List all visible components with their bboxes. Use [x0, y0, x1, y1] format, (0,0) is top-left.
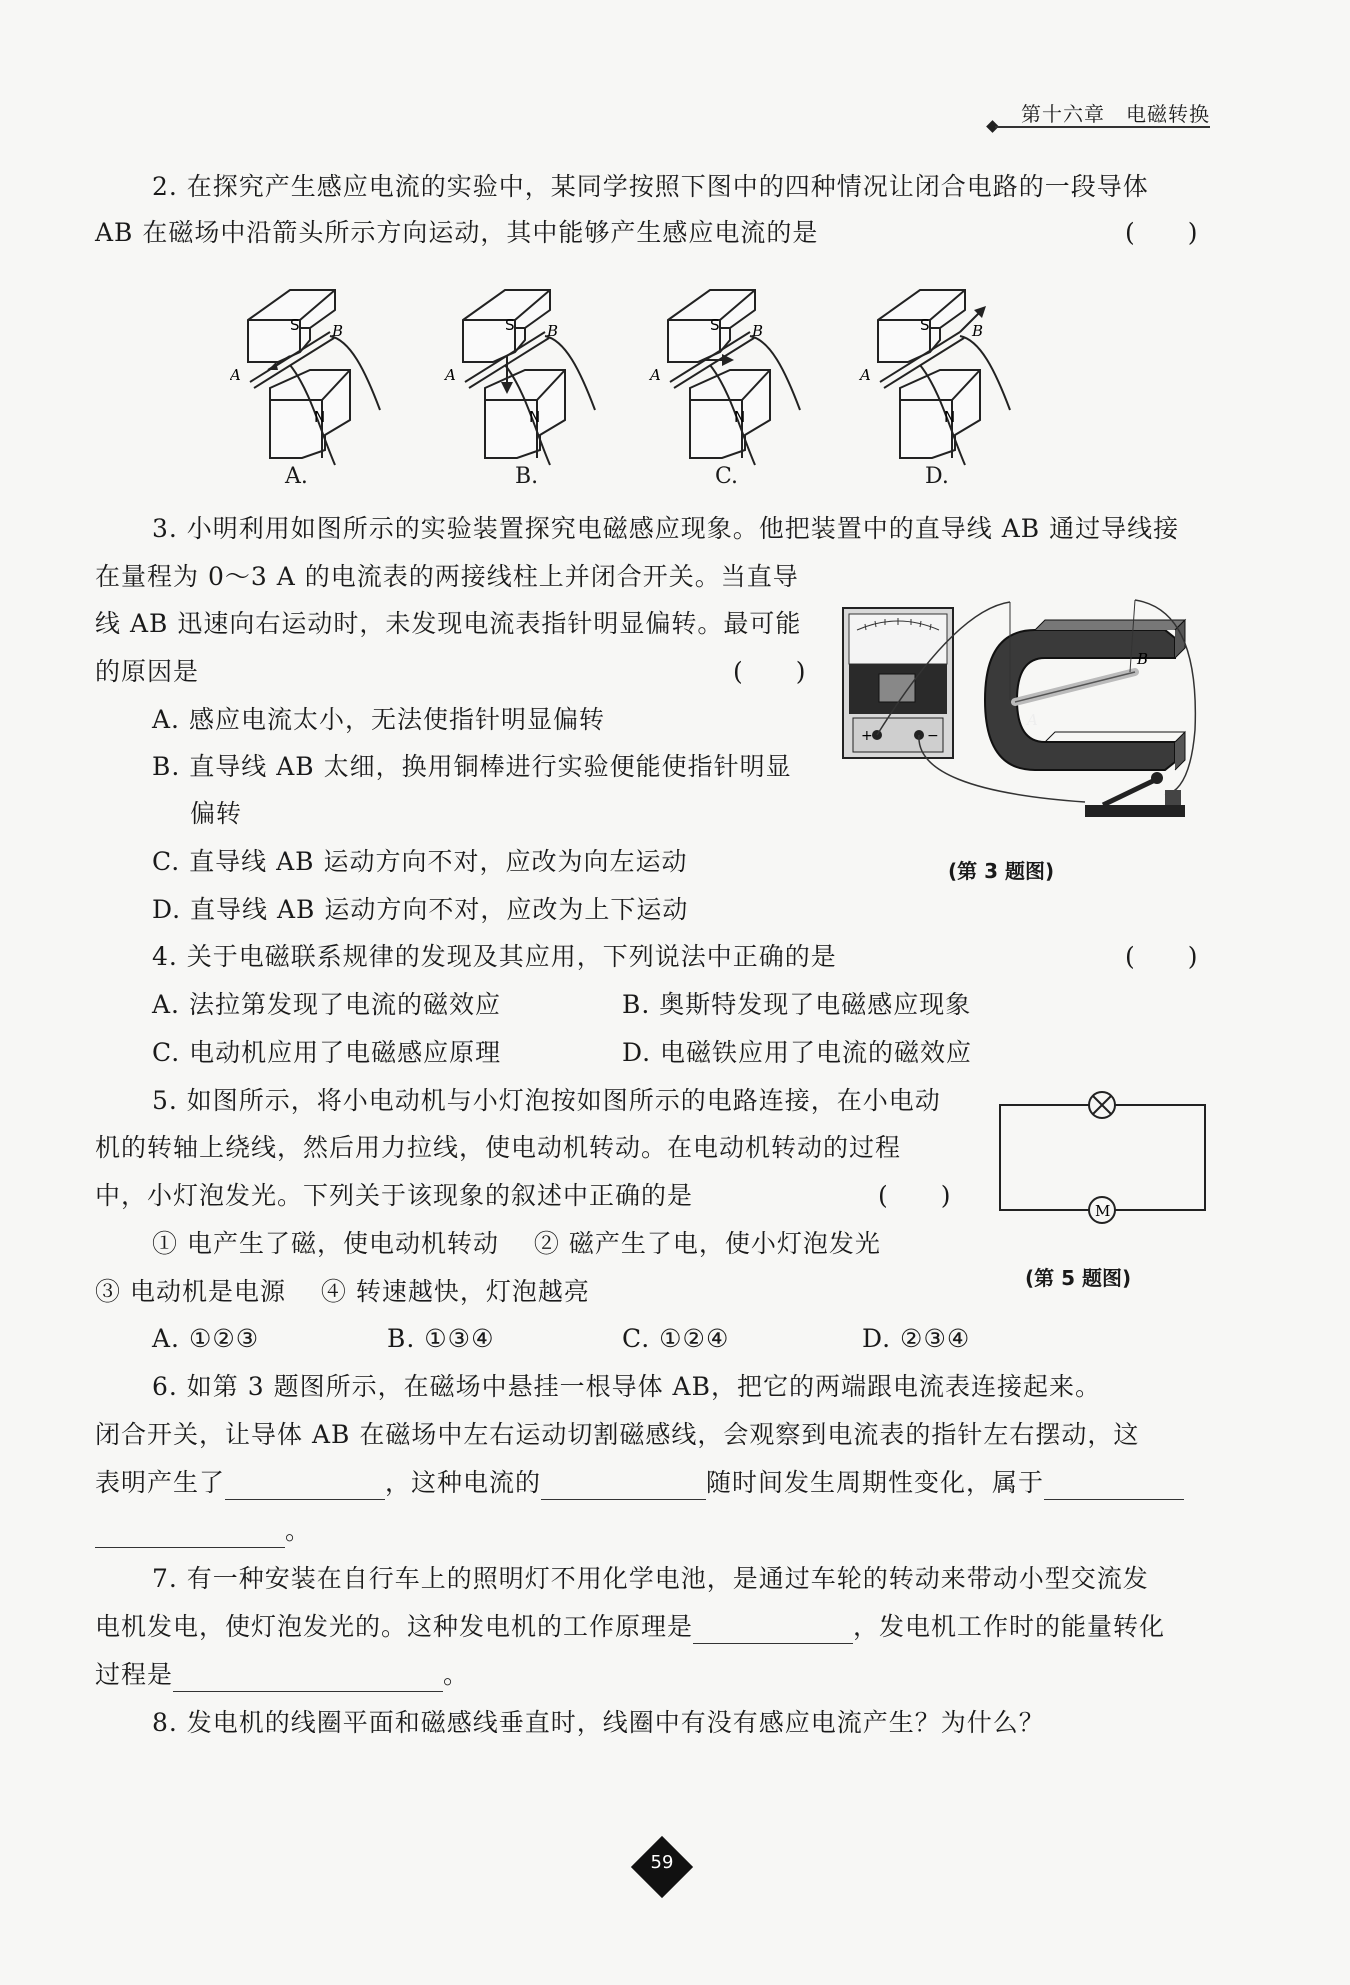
q4-option-d: D. 电磁铁应用了电流的磁效应 [622, 1038, 973, 1067]
q6-blank-1[interactable] [225, 1473, 385, 1500]
q5-statements-1-2: ① 电产生了磁，使电动机转动 ② 磁产生了电，使小灯泡发光 [152, 1229, 881, 1258]
q4-option-a: A. 法拉第发现了电流的磁效应 [152, 990, 501, 1019]
q6-text-b: ，这种电流的 [385, 1468, 542, 1497]
q5-option-b: B. ①③④ [387, 1324, 495, 1353]
rod-label-a: A [1027, 711, 1038, 729]
header-rule [995, 126, 1210, 128]
fig-b-s: S [505, 316, 515, 334]
q3-option-d: D. 直导线 AB 运动方向不对，应改为上下运动 [152, 895, 689, 924]
q5-figure-caption: (第 5 题图) [1025, 1266, 1132, 1290]
q3-option-a: A. 感应电流太小，无法使指针明显偏转 [152, 705, 605, 734]
fig-b-a: A [445, 366, 456, 384]
fig-c-n: N [734, 408, 746, 426]
rod-label-b: B [1137, 650, 1149, 668]
q4-option-c: C. 电动机应用了电磁感应原理 [152, 1038, 502, 1067]
q3-figure-caption: (第 3 题图) [948, 859, 1055, 883]
q5-option-d: D. ②③④ [862, 1324, 971, 1353]
q6-line1: 6. 如第 3 题图所示，在磁场中悬挂一根导体 AB，把它的两端跟电流表连接起来。 [152, 1372, 1101, 1401]
q3-line2: 在量程为 0～3 A 的电流表的两接线柱上并闭合开关。当直导 [95, 562, 799, 591]
q3-option-c: C. 直导线 AB 运动方向不对，应改为向左运动 [152, 847, 688, 876]
q5-line2: 机的转轴上绕线，然后用力拉线，使电动机转动。在电动机转动的过程 [95, 1133, 902, 1162]
q6-end: 。 [285, 1516, 312, 1545]
q7-text-b: ，发电机工作时的能量转化 [853, 1612, 1166, 1641]
q2-fig-label-b: B. [515, 464, 539, 489]
fig-b-b: B [547, 322, 559, 340]
fig-a-n: N [314, 408, 326, 426]
q3-apparatus-figure [835, 590, 1215, 830]
q6-blank-4[interactable] [95, 1521, 285, 1548]
q7-line1: 7. 有一种安装在自行车上的照明灯不用化学电池，是通过车轮的转动来带动小型交流发 [152, 1564, 1149, 1593]
q6-text-c: 随时间发生周期性变化，属于 [706, 1468, 1045, 1497]
q6-line3 [95, 1466, 1184, 1500]
q7-text-c: 过程是 [95, 1660, 174, 1689]
q6-blank-2[interactable] [541, 1473, 706, 1500]
q2-fig-label-a: A. [285, 464, 308, 489]
motor-label: M [1095, 1202, 1111, 1220]
meter-plus-label: + [861, 728, 873, 744]
fig-d-n: N [944, 408, 956, 426]
q7-blank-2[interactable] [173, 1665, 443, 1692]
q3-line3: 线 AB 迅速向右运动时，未发现电流表指针明显偏转。最可能 [95, 609, 802, 638]
fig-c-s: S [710, 316, 720, 334]
q7-end: 。 [443, 1660, 470, 1689]
q6-text-a: 表明产生了 [95, 1468, 226, 1497]
fig-c-a: A [650, 366, 661, 384]
q6-line4 [95, 1514, 311, 1548]
q5-line1: 5. 如图所示，将小电动机与小灯泡按如图所示的电路连接，在小电动 [152, 1086, 941, 1115]
q5-circuit-figure [990, 1090, 1220, 1225]
chapter-header: 第十六章 电磁转换 [1021, 102, 1210, 126]
q2-line2: AB 在磁场中沿箭头所示方向运动，其中能够产生感应电流的是 [95, 218, 819, 247]
fig-d-b: B [972, 322, 984, 340]
q2-line1: 2. 在探究产生感应电流的实验中，某同学按照下图中的四种情况让闭合电路的一段导体 [152, 172, 1149, 201]
q3-line1: 3. 小明利用如图所示的实验装置探究电磁感应现象。他把装置中的直导线 AB 通过导线接 [152, 514, 1180, 543]
q5-paren: ( ) [878, 1181, 952, 1210]
q4-paren: ( ) [1125, 942, 1199, 971]
q5-line3: 中，小灯泡发光。下列关于该现象的叙述中正确的是 [95, 1181, 694, 1210]
q3-option-b-line1: B. 直导线 AB 太细，换用铜棒进行实验便能使指针明显 [152, 752, 792, 781]
fig-c-b: B [752, 322, 764, 340]
q2-fig-label-d: D. [925, 464, 949, 489]
page-number: 59 [650, 1852, 674, 1873]
q2-fig-label-c: C. [715, 464, 739, 489]
fig-d-s: S [920, 316, 930, 334]
q3-line4: 的原因是 [95, 657, 200, 686]
meter-minus-label: − [927, 728, 939, 744]
fig-a-a: A [230, 366, 241, 384]
fig-a-b: B [332, 322, 344, 340]
q3-paren: ( ) [733, 657, 807, 686]
q6-line2: 闭合开关，让导体 AB 在磁场中左右运动切割磁感线，会观察到电流表的指针左右摆动，这 [95, 1420, 1140, 1449]
q2-paren: ( ) [1125, 218, 1199, 247]
fig-b-n: N [529, 408, 541, 426]
q5-statements-3-4: ③ 电动机是电源 ④ 转速越快，灯泡越亮 [95, 1277, 590, 1306]
q3-option-b-line2: 偏转 [190, 799, 243, 828]
q6-blank-3[interactable] [1044, 1473, 1184, 1500]
q7-blank-1[interactable] [693, 1617, 853, 1644]
q4-option-b: B. 奥斯特发现了电磁感应现象 [622, 990, 972, 1019]
q4-line1: 4. 关于电磁联系规律的发现及其应用，下列说法中正确的是 [152, 942, 837, 971]
q7-text-a: 电机发电，使灯泡发光的。这种发电机的工作原理是 [95, 1612, 694, 1641]
fig-a-s: S [290, 316, 300, 334]
fig-d-a: A [860, 366, 871, 384]
q7-line2 [95, 1610, 1165, 1644]
q8-line1: 8. 发电机的线圈平面和磁感线垂直时，线圈中有没有感应电流产生？为什么？ [152, 1708, 1045, 1737]
q7-line3 [95, 1658, 469, 1692]
q5-option-c: C. ①②④ [622, 1324, 730, 1353]
q2-figures [230, 270, 1230, 470]
q5-option-a: A. ①②③ [152, 1324, 260, 1353]
